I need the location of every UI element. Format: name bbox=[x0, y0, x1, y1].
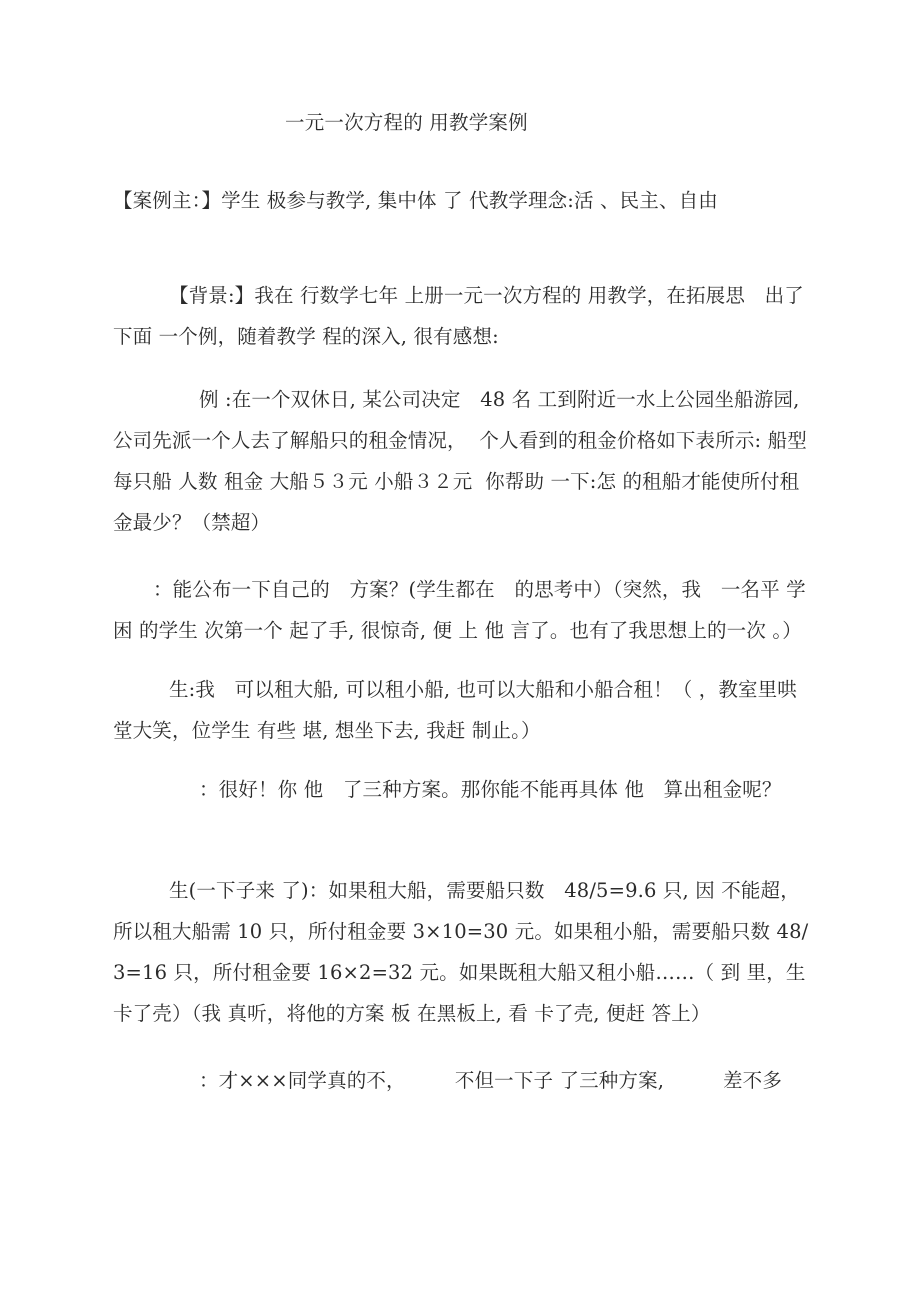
paragraph-teacher-question-2: ：很好！你 他 了三种方案。那你能不能再具体 他 算出租金呢？ bbox=[199, 778, 782, 801]
paragraph-student-answer-1: 生:我 可以租大船, 可以租小船, 也可以大船和小船合租！（ ，教室里哄堂大笑，位学生 有些 堪, 想坐下去, 我赶 制止。） bbox=[113, 678, 797, 742]
spacer bbox=[113, 543, 813, 569]
spacer bbox=[113, 810, 813, 870]
spacer bbox=[113, 138, 813, 180]
spacer bbox=[113, 221, 813, 275]
paragraph-example-problem: 例 :在一个双休日, 某公司决定 48 名 工到附近一水上公园坐船游园, 公司先派一个人去了解船只的租金情况， 个人看到的租金价格如下表所示: 船型 每只船 人数 租金 大船５３元 小船３２元 你帮助 一下:怎 的租船才能使所付租金最少？（禁超） bbox=[113, 388, 814, 534]
paragraph-background: 【背景:】我在 行数学七年 上册一元一次方程的 用教学，在拓展思 出了下面 一个例，随着教学 程的深入, 很有感想: bbox=[113, 284, 804, 348]
paragraph-teacher-praise: ：才×××同学真的不， 不但一下子 了三种方案, 差不多 bbox=[199, 1069, 782, 1092]
document-body bbox=[113, 108, 813, 1101]
case-subject-line: 【案例主：】学生 极参与教学, 集中体 了 代教学理念:活 、民主、自由 bbox=[113, 189, 718, 212]
spacer bbox=[113, 751, 813, 769]
spacer bbox=[113, 651, 813, 669]
spacer bbox=[113, 1034, 813, 1060]
page-title: 一元一次方程的 用教学案例 bbox=[285, 111, 528, 134]
spacer bbox=[113, 357, 813, 379]
paragraph-student-answer-2: 生(一下子来 了)：如果租大船，需要船只数 48/5=9.6 只, 因 不能超，所以租大船需 10 只，所付租金要 3×10=30 元。如果租小船，需要船只数 48/3=16 只，所付租金要 16×2=32 元。如果既租大船又租小船……（ 到 里，生卡了壳）（我 真听，将他的方案 板 在黑板上, 看 卡了壳, 便赶 答上） bbox=[113, 879, 809, 1025]
paragraph-teacher-question-1: ：能公布一下自己的 方案？(学生都在 的思考中）（突然，我 一名平 学困 的学生 次第一个 起了手, 很惊奇, 便 上 他 言了。也有了我思想上的一次 。） bbox=[113, 578, 806, 642]
